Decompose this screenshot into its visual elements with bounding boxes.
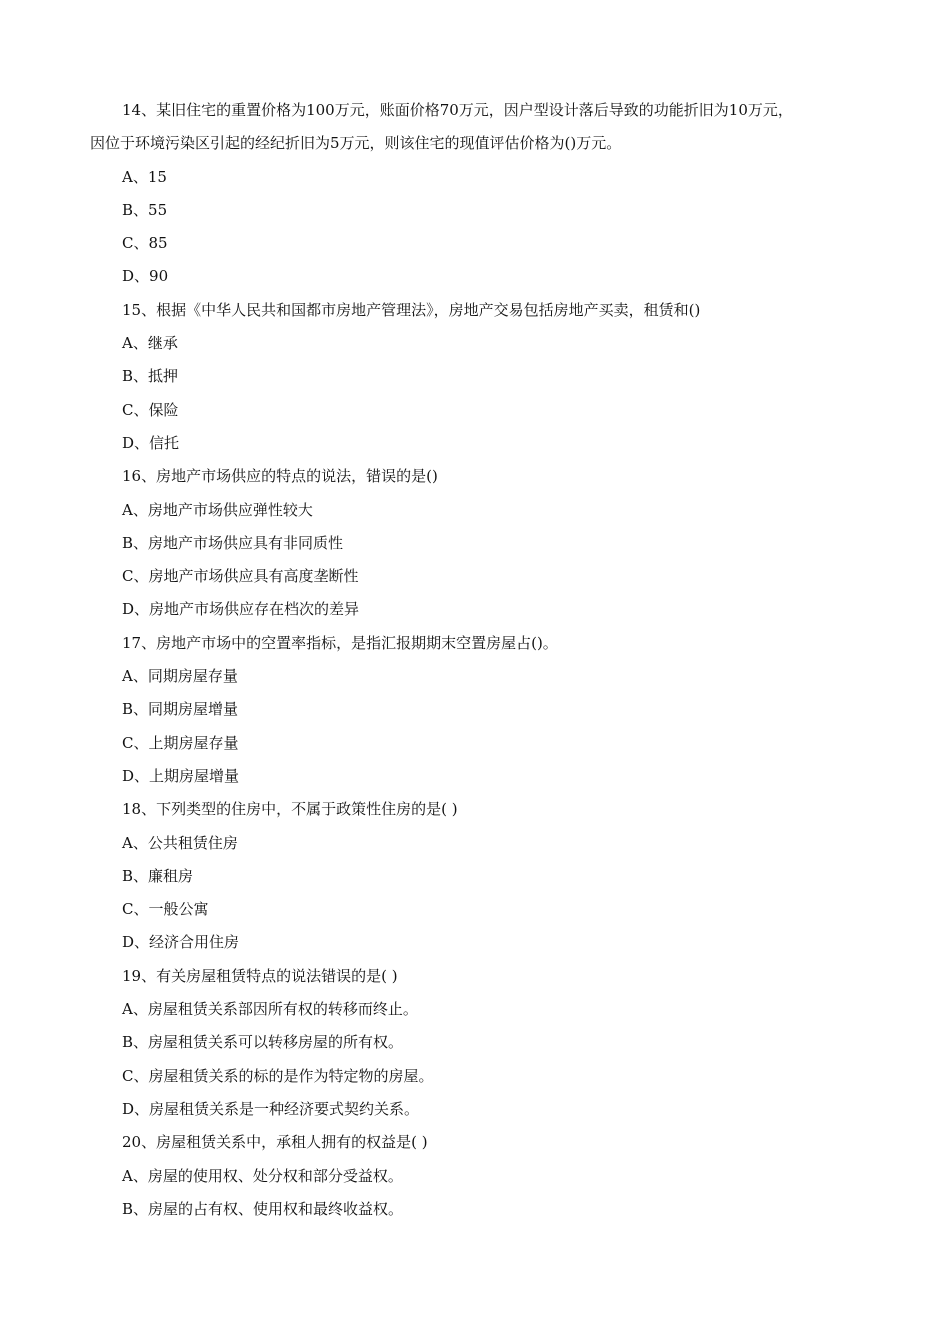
question-15-stem: 15、根据《中华人民共和国都市房地产管理法》，房地产交易包括房地产买卖，租赁和() [122, 300, 701, 319]
question-15-option-d: D、信托 [122, 433, 180, 452]
question-20-option-a: A、房屋的使用权、处分权和部分受益权。 [122, 1166, 403, 1185]
document-page [0, 94, 950, 1226]
question-14-option-a: A、15 [122, 167, 167, 186]
question-15-option-a: A、继承 [122, 334, 178, 353]
question-16-option-b: B、房地产市场供应具有非同质性 [122, 533, 344, 552]
question-16-option-d: D、房地产市场供应存在档次的差异 [122, 600, 360, 619]
question-14-stem-continued: 因位于环境污染区引起的经纪折旧为5万元，则该住宅的现值评估价格为()万元。 [90, 134, 622, 153]
question-17-stem: 17、房地产市场中的空置率指标，是指汇报期期末空置房屋占()。 [122, 633, 558, 652]
question-19-option-c: C、房屋租赁关系的标的是作为特定物的房屋。 [122, 1066, 434, 1085]
question-17-option-b: B、同期房屋增量 [122, 700, 239, 719]
question-20-stem: 20、房屋租赁关系中，承租人拥有的权益是( ) [122, 1133, 428, 1152]
question-16-option-a: A、房地产市场供应弹性较大 [122, 500, 313, 519]
question-18-option-d: D、经济合用住房 [122, 933, 240, 952]
question-14-option-c: C、85 [122, 234, 168, 253]
question-17-option-c: C、上期房屋存量 [122, 733, 239, 752]
question-19-option-d: D、房屋租赁关系是一种经济要式契约关系。 [122, 1099, 420, 1118]
question-14-option-d: D、90 [122, 267, 169, 286]
question-15-option-b: B、抵押 [122, 367, 179, 386]
question-19-option-b: B、房屋租赁关系可以转移房屋的所有权。 [122, 1033, 404, 1052]
question-17-option-d: D、上期房屋增量 [122, 766, 240, 785]
question-18-option-b: B、廉租房 [122, 866, 194, 885]
question-18-option-a: A、公共租赁住房 [122, 833, 238, 852]
question-15-option-c: C、保险 [122, 400, 179, 419]
question-19-stem: 19、有关房屋租赁特点的说法错误的是( ) [122, 966, 398, 985]
question-20-option-b: B、房屋的占有权、使用权和最终收益权。 [122, 1199, 404, 1218]
question-19-option-a: A、房屋租赁关系部因所有权的转移而终止。 [122, 1000, 418, 1019]
question-14-option-b: B、55 [122, 200, 168, 219]
question-18-option-c: C、一般公寓 [122, 900, 209, 919]
question-18-stem: 18、下列类型的住房中，不属于政策性住房的是( ) [122, 800, 458, 819]
question-16-stem: 16、房地产市场供应的特点的说法，错误的是() [122, 467, 438, 486]
question-14-stem: 14、某旧住宅的重置价格为100万元，账面价格70万元，因户型设计落后导致的功能折旧为10万元， [122, 101, 793, 119]
question-16-option-c: C、房地产市场供应具有高度垄断性 [122, 567, 359, 586]
question-17-option-a: A、同期房屋存量 [122, 667, 238, 686]
